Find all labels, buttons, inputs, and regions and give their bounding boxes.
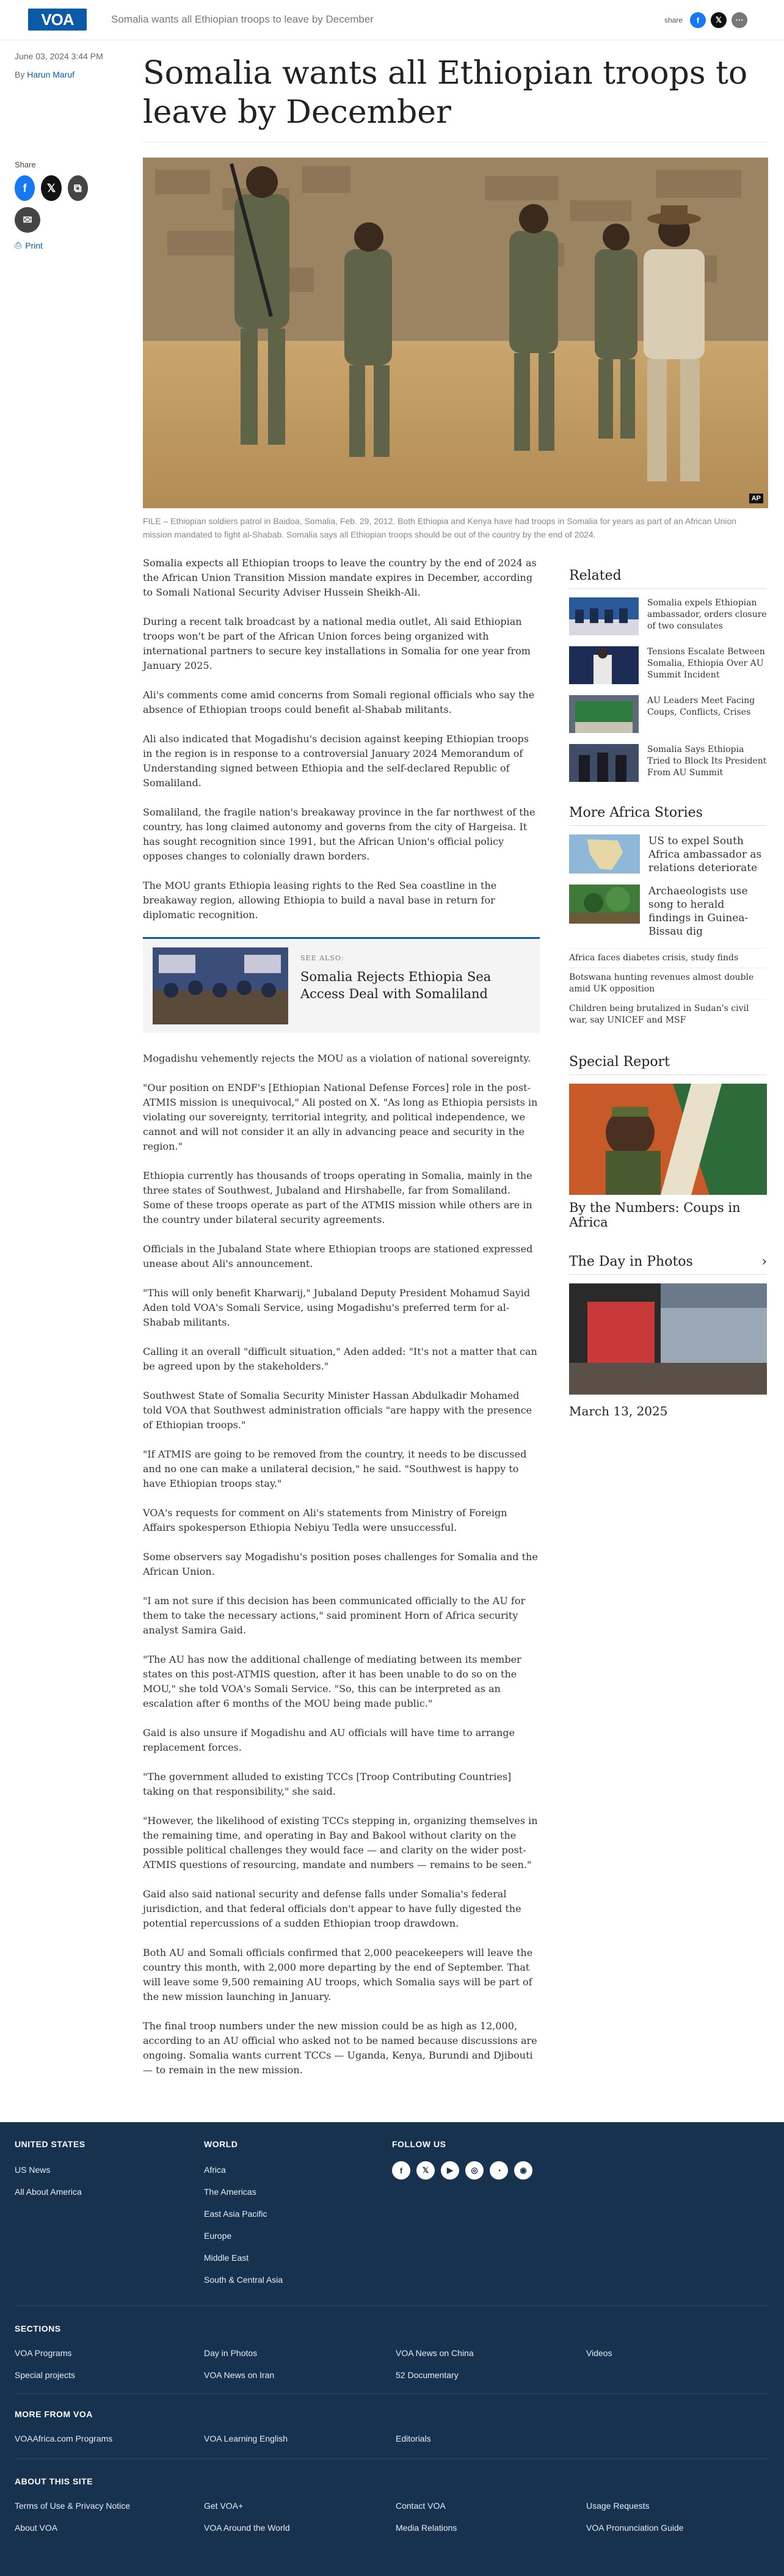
footer-link[interactable]: Media Relations <box>396 2523 457 2533</box>
more-story-thumbnail <box>569 885 640 924</box>
site-footer <box>0 2122 784 2576</box>
footer-more-heading: MORE FROM VOA <box>15 2409 93 2419</box>
related-title[interactable]: Somalia Says Ethiopia Tried to Block Its President From AU Summit <box>647 745 767 778</box>
related-item[interactable] <box>569 646 767 684</box>
footer-link[interactable]: Videos <box>586 2348 612 2358</box>
paragraph: "The government alluded to existing TCCs [Troop Contributing Countries] taking on that responsibility," she said. <box>143 1771 512 1797</box>
footer-link[interactable]: Middle East <box>204 2253 249 2263</box>
facebook-icon[interactable]: f <box>392 2161 410 2180</box>
chevron-right-icon[interactable]: › <box>761 1254 767 1269</box>
related-thumbnail <box>569 646 639 684</box>
copy-link-icon[interactable]: ⧉ <box>68 175 88 201</box>
footer-link[interactable]: Contact VOA <box>396 2501 446 2511</box>
paragraph: Gaid also said national security and defense falls under Somalia's federal jurisdiction, and that federal officials don't appear to have fully digested the potential repercussions of a sudden Ethiopian troop drawdown. <box>143 1888 521 1929</box>
footer-link[interactable]: VOA Pronunciation Guide <box>586 2523 684 2533</box>
more-story-link[interactable]: Botswana hunting revenues almost double amid UK opposition <box>569 968 767 999</box>
footer-divider <box>15 2393 769 2394</box>
footer-link[interactable]: All About America <box>15 2187 82 2197</box>
article-body <box>143 556 540 2092</box>
article-meta <box>15 51 125 79</box>
footer-link[interactable]: VOA News on Iran <box>204 2370 275 2380</box>
related-heading: Related <box>569 568 767 589</box>
footer-social-row <box>392 2161 532 2180</box>
top-share-label: share <box>664 16 683 24</box>
more-africa-heading: More Africa Stories <box>569 805 767 826</box>
related-title[interactable]: Somalia expels Ethiopian ambassador, orders closure of two consulates <box>647 598 767 631</box>
top-share-group <box>664 12 747 28</box>
more-story-title[interactable]: US to expel South Africa ambassador as relations deteriorate <box>648 835 762 874</box>
ap-badge: AP <box>749 494 763 503</box>
more-story-thumbnail <box>569 834 640 874</box>
day-in-photos-heading[interactable] <box>569 1254 767 1275</box>
more-story-link[interactable]: Children being brutalized in Sudan's civil war, say UNICEF and MSF <box>569 999 767 1030</box>
footer-link[interactable]: Terms of Use & Privacy Notice <box>15 2501 131 2511</box>
day-in-photos-image[interactable] <box>569 1283 767 1395</box>
footer-link[interactable]: South & Central Asia <box>204 2275 283 2285</box>
instagram-icon[interactable]: ◎ <box>465 2161 484 2180</box>
voa-logo[interactable]: VOA <box>28 9 87 31</box>
paragraph: Southwest State of Somalia Security Minister Hassan Abdulkadir Mohamed told VOA that Southwest administration officials "are happy with the presence of Ethiopian troops." <box>143 1390 532 1431</box>
special-report-heading: Special Report <box>569 1054 767 1075</box>
top-bar <box>0 0 784 40</box>
facebook-icon[interactable]: f <box>690 12 706 28</box>
paragraph: "This will only benefit Kharwarij," Jubaland Deputy President Mohamud Sayid Aden told VOA's Somali Service, using Mogadishu's preferred term for al-Shabab militants. <box>143 1287 531 1328</box>
see-also-label: SEE ALSO: <box>300 954 344 962</box>
paragraph: "The AU has now the additional challenge of mediating between its member states on this post-ATMIS question, after it has been unable to do so on the MOU," she told VOA's Somali Service. "So, this can be interpreted as an escalation after 6 months of the MOU being made public." <box>143 1654 521 1709</box>
footer-link[interactable]: US News <box>15 2165 51 2175</box>
paragraph: Some observers say Mogadishu's position poses challenges for Somalia and the African Union. <box>143 1551 538 1577</box>
rss-icon[interactable]: ◔ <box>490 2161 508 2180</box>
related-thumbnail <box>569 597 639 635</box>
x-share-icon[interactable]: 𝕏 <box>41 175 61 201</box>
soldiers-photo <box>143 158 768 508</box>
print-icon: ⎙ <box>15 240 22 250</box>
page-title: Somalia wants all Ethiopian troops to leave by December <box>143 55 748 131</box>
paragraph: Both AU and Somali officials confirmed that 2,000 peacekeepers will leave the country this month, with 2,000 more departing by the end of September. That will leave some 9,500 remaining AU troops, which Somalia says will be part of the new mission launching in January. <box>143 1947 533 2002</box>
footer-link[interactable]: Special projects <box>15 2370 75 2380</box>
x-icon[interactable]: 𝕏 <box>711 12 727 28</box>
footer-link[interactable]: 52 Documentary <box>396 2370 459 2380</box>
sidebar <box>569 568 767 1418</box>
publish-date: June 03, 2024 3:44 PM <box>15 51 103 61</box>
paragraph: "Our position on ENDF's [Ethiopian National Defense Forces] role in the post-ATMIS mission is unequivocal," Ali posted on X. "As long as Ethiopia persists in violating our sovereignty, territorial integrity, and political independence, we cannot and will not consider it an ally in advancing peace and security in the region." <box>143 1082 538 1152</box>
related-title[interactable]: Tensions Escalate Between Somalia, Ethiopia Over AU Summit Incident <box>647 647 765 680</box>
footer-divider <box>15 2305 769 2306</box>
footer-link[interactable]: Editorials <box>396 2434 431 2443</box>
paragraph: VOA's requests for comment on Ali's statements from Ministry of Foreign Affairs spokesperson Ethiopia Nebiyu Tedla were unsuccessful. <box>143 1507 507 1533</box>
share-label: Share <box>15 160 36 169</box>
more-story-item[interactable] <box>569 834 767 875</box>
special-report-title[interactable]: By the Numbers: Coups in Africa <box>569 1200 741 1230</box>
see-also-title[interactable]: Somalia Rejects Ethiopia Sea Access Deal with Somaliland <box>300 969 492 1001</box>
paragraph: Officials in the Jubaland State where Ethiopian troops are stationed expressed unease about Ali's announcement. <box>143 1243 533 1269</box>
footer-link[interactable]: VOA Around the World <box>204 2523 290 2533</box>
related-title[interactable]: AU Leaders Meet Facing Coups, Conflicts, Crises <box>647 696 755 717</box>
more-story-title[interactable]: Archaeologists use song to herald findings in Guinea-Bissau dig <box>648 885 749 938</box>
footer-divider <box>15 2458 769 2459</box>
related-thumbnail <box>569 744 639 782</box>
print-label: Print <box>25 240 43 250</box>
byline-prefix: By <box>15 70 25 79</box>
paragraph: Mogadishu vehemently rejects the MOU as a violation of national sovereignty. <box>143 1053 531 1064</box>
footer-follow-heading: FOLLOW US <box>392 2139 446 2149</box>
topbar-title: Somalia wants all Ethiopian troops to leave by December <box>111 13 374 25</box>
paragraph: Somalia expects all Ethiopian troops to leave the country by the end of 2024 as the African Union Transition Mission mandate expires in December, according to Somali National Security Adviser Hussein Sheikh-Ali. <box>143 557 537 598</box>
footer-link[interactable]: The Americas <box>204 2187 256 2197</box>
day-in-photos-date: March 13, 2025 <box>569 1404 668 1418</box>
related-item[interactable] <box>569 695 767 733</box>
day-in-photos-label: The Day in Photos <box>569 1254 693 1269</box>
footer-about-heading: ABOUT THIS SITE <box>15 2476 93 2486</box>
author-link[interactable]: Harun Maruf <box>27 70 75 79</box>
print-button[interactable] <box>15 240 88 250</box>
footer-link[interactable]: VOA News on China <box>396 2348 474 2358</box>
related-item[interactable] <box>569 744 767 782</box>
hero-image <box>143 158 768 508</box>
more-story-link[interactable]: Africa faces diabetes crisis, study finds <box>569 948 767 968</box>
footer-link[interactable]: Europe <box>204 2231 232 2241</box>
footer-link[interactable]: Africa <box>204 2165 226 2175</box>
paragraph: The MOU grants Ethiopia leasing rights to the Red Sea coastline in the breakaway region, allowing Ethiopia to build a naval base in return for diplomatic recognition. <box>143 880 497 921</box>
youtube-icon[interactable]: ▶ <box>441 2161 459 2180</box>
paragraph: Ali also indicated that Mogadishu's decision against keeping Ethiopian troops in the region is in response to a controversial January 2024 Memorandum of Understanding signed between Ethiopia and the self-declared Republic of Somaliland. <box>143 733 529 789</box>
paragraph: "I am not sure if this decision has been communicated officially to the AU for them to take the necessary actions," said prominent Horn of Africa security analyst Samira Gaid. <box>143 1595 526 1636</box>
footer-link[interactable]: Usage Requests <box>586 2501 650 2511</box>
footer-world-heading: WORLD <box>204 2139 238 2149</box>
share-column <box>15 160 88 250</box>
footer-link[interactable]: Day in Photos <box>204 2348 258 2358</box>
see-also-card[interactable] <box>143 937 540 1033</box>
related-thumbnail <box>569 695 639 733</box>
paragraph: "If ATMIS are going to be removed from the country, it needs to be discussed and no one can make a unilateral decision," he said. "Southwest is happy to have Ethiopian troops stay." <box>143 1448 527 1489</box>
see-also-thumbnail <box>153 947 288 1024</box>
more-share-icon[interactable]: ⋯ <box>731 12 747 28</box>
paragraph: During a recent talk broadcast by a national media outlet, Ali said Ethiopian troops won't be part of the African Union forces being organized with international partners to secure key installations in Somalia for one year from January 2025. <box>143 616 531 671</box>
paragraph: Ethiopia currently has thousands of troops operating in Somalia, mainly in the three states of Southwest, Jubaland and Hirshabelle, far from Somaliland. Some of these troops operate as part of the ATMIS mission while others are in the country under bilateral security agreements. <box>143 1170 532 1225</box>
footer-link[interactable]: VOA Programs <box>15 2348 72 2358</box>
footer-link[interactable]: VOA Learning English <box>204 2434 288 2443</box>
footer-link[interactable]: About VOA <box>15 2523 58 2533</box>
related-item[interactable] <box>569 597 767 635</box>
x-icon[interactable]: 𝕏 <box>416 2161 435 2180</box>
paragraph: Ali's comments come amid concerns from Somali regional officials who say the absence of Ethiopian troops could benefit al-Shabab militants. <box>143 689 535 715</box>
footer-link[interactable]: East Asia Pacific <box>204 2209 267 2219</box>
paragraph: "However, the likelihood of existing TCCs stepping in, organizing themselves in the remaining time, and operating in Bay and Bakool without clarity on the possible political challenges they would face — and clarity on the wider post-ATMIS questions of resourcing, mandate and numbers — remains to be seen." <box>143 1815 538 1870</box>
footer-us-heading: UNITED STATES <box>15 2139 85 2149</box>
footer-link[interactable]: VOAAfrica.com Programs <box>15 2434 113 2443</box>
paragraph: Calling it an overall "difficult situation," Aden added: "It's not a matter that can be agreed upon by the stakeholders." <box>143 1346 537 1372</box>
byline <box>15 70 125 79</box>
footer-link[interactable]: Get VOA+ <box>204 2501 244 2511</box>
podcast-icon[interactable]: ◉ <box>514 2161 532 2180</box>
email-share-icon[interactable]: ✉ <box>15 207 40 233</box>
special-report-image[interactable] <box>569 1084 767 1195</box>
photo-caption: FILE – Ethiopian soldiers patrol in Baidoa, Somalia, Feb. 29, 2012. Both Ethiopia and Kenya have had troops in Somalia for years as part of an African Union mission mandated to fight al-Shabab. Somalia says all Ethiopian troops should be out of the country by the end of 2024. <box>143 516 737 539</box>
more-story-item[interactable] <box>569 885 767 938</box>
paragraph: The final troop numbers under the new mission could be as high as 12,000, according to an AU official who asked not to be named because discussions are ongoing. Somalia wants current TCCs — Uganda, Kenya, Burundi and Djibouti — to remain in the new mission. <box>143 2020 537 2076</box>
paragraph: Somaliland, the fragile nation's breakaway province in the far northwest of the country, has long claimed autonomy and governs from the city of Hargeisa. It has sought recognition since 1991, but the African Union's official policy opposes changes to colonially drawn borders. <box>143 806 535 862</box>
footer-sections-heading: SECTIONS <box>15 2324 61 2333</box>
facebook-share-icon[interactable]: f <box>15 175 35 201</box>
paragraph: Gaid is also unsure if Mogadishu and AU officials will have time to arrange replacement forces. <box>143 1727 515 1753</box>
